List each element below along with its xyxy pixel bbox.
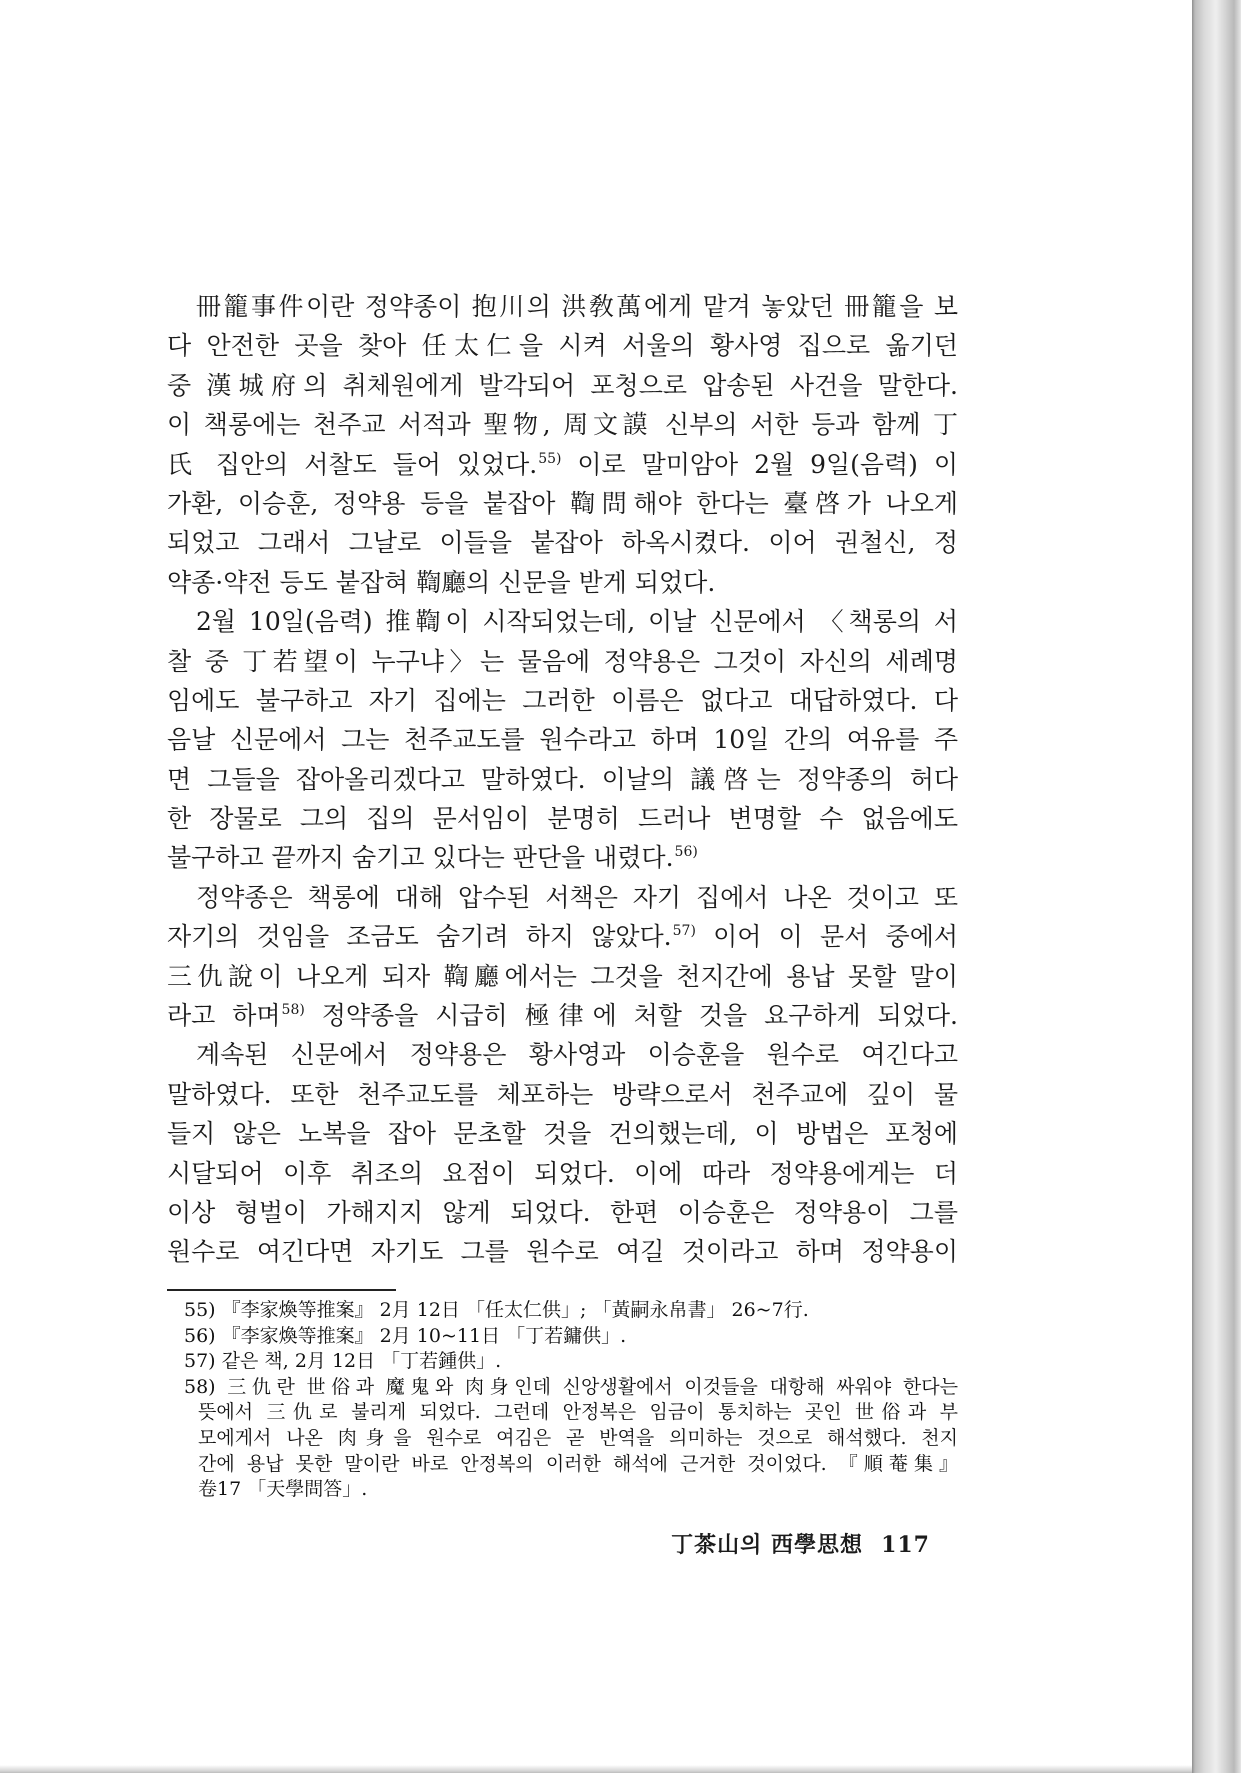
page-number: 117 [881, 1532, 930, 1558]
footnote-line: 모에게서 나온 肉身을 원수로 여김은 곧 반역을 의미하는 것으로 해석했다. 천지 [198, 1426, 958, 1449]
body-line: 이상 형벌이 가해지지 않게 되었다. 한편 이승훈은 정약용이 그를 [167, 1197, 958, 1227]
footnote-item [167, 1324, 958, 1350]
body-line [167, 917, 958, 956]
footnote-line: 뜻에서 三仇로 불리게 되었다. 그런데 안정복은 임금이 통치하는 곳인 世俗과 부 [198, 1401, 958, 1424]
footnote-ref: 55) [538, 450, 562, 467]
body-line: 중 漢城府의 취체원에게 발각되어 포청으로 압송된 사건을 말한다. [167, 370, 958, 400]
footnote-number: 55) [184, 1299, 216, 1321]
body-line: 시달되어 이후 취조의 요점이 되었다. 이에 따라 정약용에게는 더 [167, 1158, 958, 1188]
footnote-ref: 58) [281, 1002, 305, 1019]
page-bottom-shadow [0, 1765, 1192, 1773]
footnote-ref: 57) [672, 923, 696, 940]
body-line: 약종·약전 등도 붙잡혀 鞫廳의 신문을 받게 되었다. [167, 567, 716, 597]
body-text [167, 287, 958, 1272]
body-line: 三仇說이 나오게 되자 鞫廳에서는 그것을 천지간에 용납 못할 말이 [167, 961, 958, 991]
footnote-number: 57) [184, 1350, 216, 1373]
footnote-text: 같은 책, 2月 12日 「丁若鍾供」. [221, 1350, 502, 1373]
footnotes [167, 1298, 958, 1503]
footnote-line: 卷17 「天學問答」. [198, 1478, 368, 1501]
footnote-number: 58) [184, 1375, 216, 1398]
body-line-text: 불구하고 끝까지 숨기고 있다는 판단을 내렸다. [167, 843, 674, 873]
body-line: 가환, 이승훈, 정약용 등을 붙잡아 鞫問해야 한다는 臺啓가 나오게 [167, 488, 958, 518]
footnote-line: 간에 용납 못한 말이란 바로 안정복의 이러한 해석에 근거한 것이었다. 『順菴集』 [198, 1452, 958, 1475]
body-line-text: 이어 이 문서 중에서 [695, 922, 958, 952]
body-line [167, 996, 958, 1035]
footnote-ref: 56) [674, 844, 698, 861]
body-line: 원수로 여긴다면 자기도 그를 원수로 여길 것이라고 하며 정약용이 [167, 1237, 958, 1267]
body-line: 2월 10일(음력) 推鞫이 시작되었는데, 이날 신문에서 〈책롱의 서 [196, 607, 958, 637]
footnote-number: 56) [184, 1324, 216, 1347]
page-edge-shadow [1192, 0, 1241, 1773]
body-line: 되었고 그래서 그날로 이들을 붙잡아 하옥시켰다. 이어 권철신, 정 [167, 528, 958, 558]
footnote-text: 『李家煥等推案』 2月 12日 「任太仁供」; 「黃嗣永帛書」 26~7行. [221, 1299, 809, 1321]
footnote-item [167, 1349, 958, 1375]
body-line: 한 장물로 그의 집의 문서임이 분명히 드러나 변명할 수 없음에도 [167, 804, 958, 834]
body-line: 면 그들을 잡아올리겠다고 말하였다. 이날의 議啓는 정약종의 허다 [167, 764, 958, 794]
body-line: 이 책롱에는 천주교 서적과 聖物, 周文謨 신부의 서한 등과 함께 丁 [167, 410, 958, 440]
body-line: 다 안전한 곳을 찾아 任太仁을 시켜 서울의 황사영 집으로 옮기던 [167, 331, 958, 361]
body-line: 冊籠事件이란 정약종이 抱川의 洪敎萬에게 맡겨 놓았던 冊籠을 보 [196, 292, 958, 321]
body-line: 정약종은 책롱에 대해 압수된 서책은 자기 집에서 나온 것이고 또 [196, 882, 958, 912]
body-line: 들지 않은 노복을 잡아 문초할 것을 건의했는데, 이 방법은 포청에 [167, 1119, 958, 1149]
body-line-text: 정약종을 시급히 極律에 처할 것을 요구하게 되었다. [304, 1001, 958, 1031]
body-line-text: 라고 하며 [167, 1001, 281, 1031]
footnote-rule [167, 1289, 396, 1291]
body-line: 음날 신문에서 그는 천주교도를 원수라고 하며 10일 간의 여유를 주 [167, 725, 958, 755]
body-line: 찰 중 丁若望이 누구냐〉는 물음에 정약용은 그것이 자신의 세례명 [167, 646, 958, 676]
footnote-text: 『李家煥等推案』 2月 10~11日 「丁若鏞供」. [221, 1324, 627, 1347]
running-footer [0, 1530, 930, 1560]
footnote-item [167, 1298, 958, 1324]
body-line: 계속된 신문에서 정약용은 황사영과 이승훈을 원수로 여긴다고 [196, 1040, 958, 1070]
footnote-item [167, 1375, 958, 1401]
body-line-text: 자기의 것임을 조금도 숨기려 하지 않았다. [167, 922, 672, 952]
body-line-text: 氏 집안의 서찰도 들어 있었다. [167, 449, 538, 479]
body-line [167, 838, 958, 877]
body-line: 말하였다. 또한 천주교도를 체포하는 방략으로서 천주교에 깊이 물 [167, 1079, 958, 1109]
body-line-text: 이로 말미암아 2월 9일(음력) 이 [561, 449, 958, 479]
body-line [167, 445, 958, 484]
body-line: 임에도 불구하고 자기 집에는 그러한 이름은 없다고 대답하였다. 다 [167, 685, 958, 715]
running-title: 丁茶山의 西學思想 [671, 1532, 864, 1558]
footnote-text: 三仇란 世俗과 魔鬼와 肉身인데 신앙생활에서 이것들을 대항해 싸워야 한다는 [227, 1375, 958, 1398]
